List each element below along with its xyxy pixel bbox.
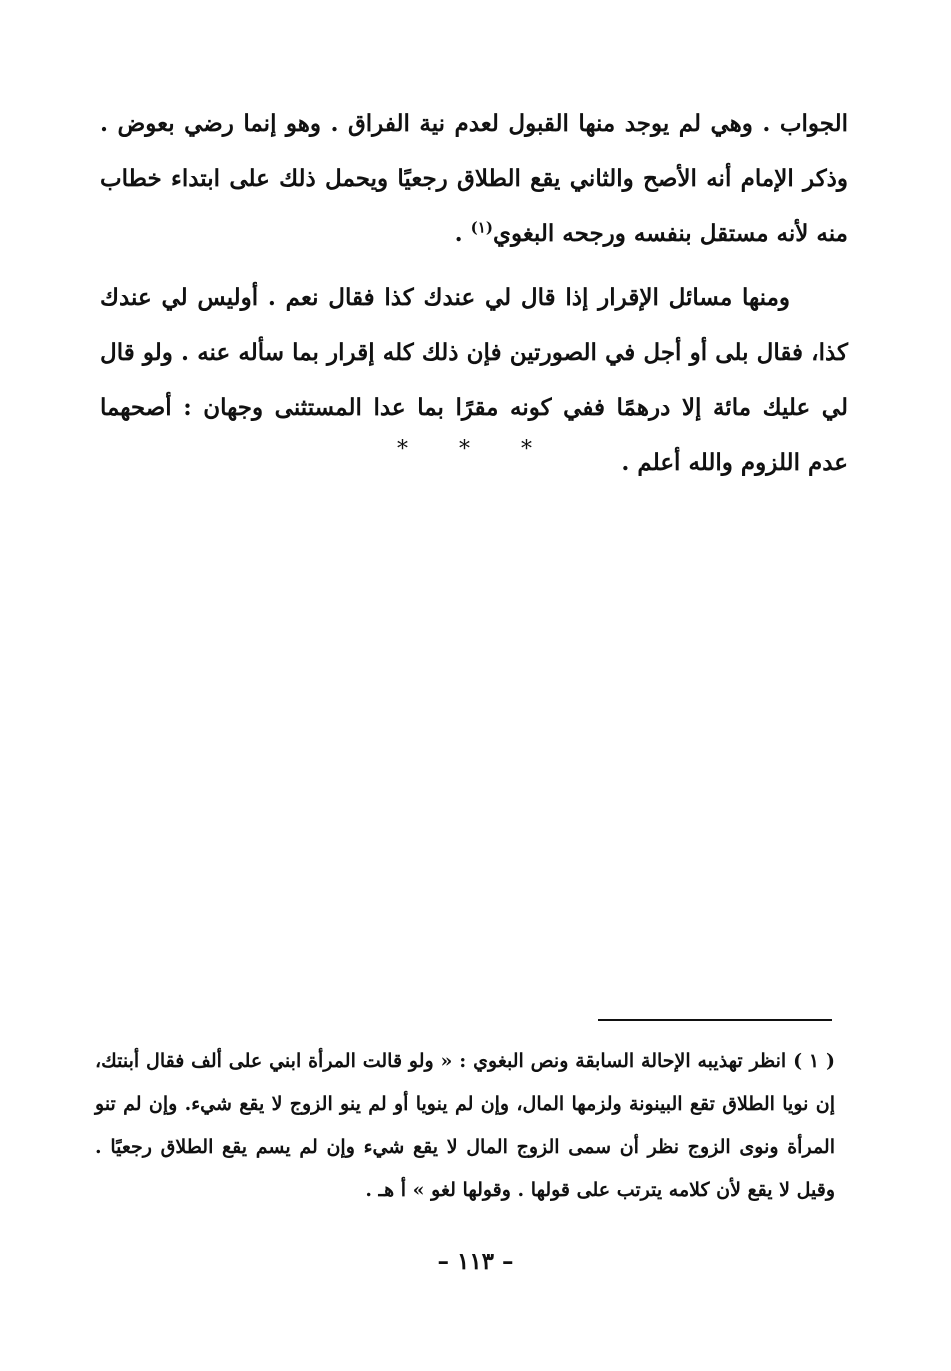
paragraph-1-end: . [454,220,471,247]
paragraph-1 [100,96,848,261]
page-number: – ١١٣ – [437,1248,514,1275]
footnote-divider [598,1019,832,1021]
footnote-ref: (١) [470,218,493,237]
paragraph-2: ومنها مسائل الإقرار إذا قال لي عندك كذا فقال نعم . أوليس لي عندك كذا، فقال بلى أو أجل في الصورتين فإن ذلك كله إقرار بما سأله عنه . ولو قال لي عليك مائة إلا درهمًا ففي كونه مقرًا بما عدا المستثنى وجهان : أصحهما عدم اللزوم والله أعلم . [100,284,848,476]
main-text [100,96,848,490]
section-separator: * * * [397,437,554,462]
paragraph-1-text: الجواب . وهي لم يوجد منها القبول لعدم نية الفراق . وهو إنما رضي بعوض . وذكر الإمام أنه الأصح والثاني يقع الطلاق رجعيًا ويحمل ذلك على ابتداء خطاب منه لأنه مستقل بنفسه ورجحه البغوي [100,110,848,247]
footnote: ( ١ ) انظر تهذيبه الإحالة السابقة ونص البغوي : « ولو قالت المرأة ابني على ألف فقال أبنتك، إن نويا الطلاق تقع البينونة ولزمها المال، وإن لم ينويا أو لم ينو الزوج لا يقع شيء. وإن لم تنو المرأة ونوى الزوج نظر أن سمى الزوج المال لا يقع شيء وإن لم يسم يقع الطلاق رجعيًا . وقيل لا يقع لأن كلامه يترتب على قولها . وقولها لغو » أ هـ . [95,1050,835,1201]
